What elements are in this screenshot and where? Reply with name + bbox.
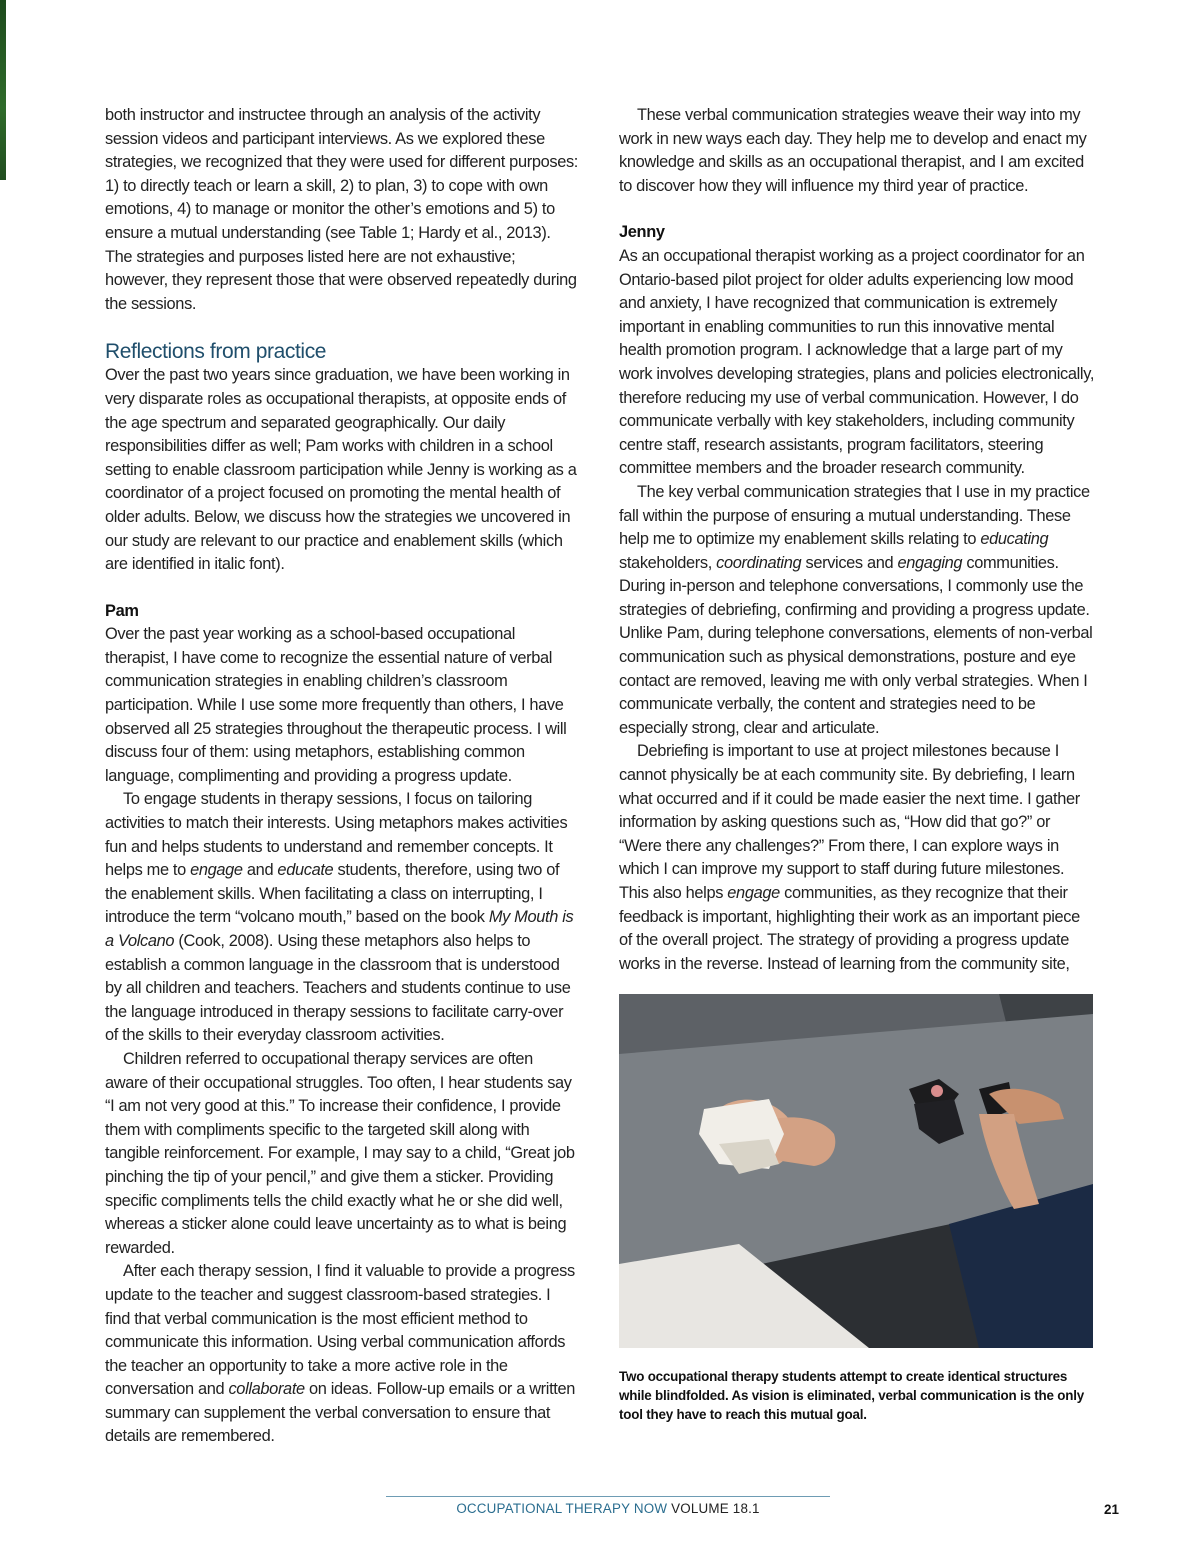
text-run: Debriefing is important to use at project milestones because I cannot physically be at each community site. By debriefing, I learn what occurred and if it could be made easier the next time. I gather information by asking questions such as, “How did that go?” or “Were there any challenges?” From there, I can explore ways in which I can improve my support to staff during future milestones. This also helps: [619, 742, 1080, 902]
text-run: on ideas. Follow-up emails or a written summary can supplement the verbal conversation to ensure that details are remembered.: [105, 1380, 576, 1446]
photo-caption: Two occupational therapy students attempt to create identical structures while blindfolded. As vision is eliminated, verbal communication is the only tool they have to reach this mutual goal.: [619, 1369, 1084, 1422]
jenny-paragraph-3: [619, 740, 1095, 976]
jenny-paragraph-2: [619, 481, 1095, 741]
text-run: and: [242, 861, 278, 880]
pam-paragraph-3: Children referred to occupational therapy services are often aware of their occupational struggles. Too often, I hear students say “I am not very good at this.” To increase their confidence, I provide them with compliments specific to the targeted skill along with tangible reinforcement. For example, I may say to a child, “Great job pinching the tip of your pencil,” and give them a sticker. Providing specific compliments tells the child exactly what he or she did well, whereas a sticker alone could leave uncertainty as to what is being rewarded.: [105, 1049, 575, 1257]
intro-paragraph: both instructor and instructee through an analysis of the activity session videos and participant interviews. As we explored these strategies, we recognized that they were used for different purposes: 1) to directly teach or learn a skill, 2) to plan, 3) to cope with own emotions, 4) to manage or monitor the other’s emotions and 5) to ensure a mutual understanding (see Table 1; Hardy et al., 2013). The strategies and purposes listed here are not exhaustive; however, they represent those that were observed repeatedly during the sessions.: [105, 106, 579, 313]
text-run: (Cook, 2008). Using these metaphors also helps to establish a common language in the classroom that is understood by all children and teachers. Teachers and students continue to use the language introduced in therapy sessions to facilitate carry-over of the skills to their everyday classroom activities.: [105, 932, 571, 1045]
italic-skill: educating: [980, 530, 1049, 549]
page-edge-bar: [0, 0, 6, 180]
pam-heading: Pam: [105, 601, 139, 620]
footer: [386, 1500, 830, 1518]
publication-name: OCCUPATIONAL THERAPY NOW: [456, 1501, 668, 1516]
jenny-heading: Jenny: [619, 223, 665, 242]
text-run: The key verbal communication strategies that I use in my practice fall within the purpose of ensuring a mutual understanding. These help me to optimize my enablement skills relating to: [619, 482, 1090, 549]
text-run: After each therapy session, I find it valuable to provide a progress update to the teacher and suggest classroom-based strategies. I find that verbal communication is the most efficient method to communicate this information. Using verbal communication affords the teacher an opportunity to take a more active role in the conversation and: [105, 1262, 575, 1399]
italic-skill: collaborate: [228, 1380, 305, 1399]
footer-rule: [386, 1496, 830, 1497]
jenny-paragraph-1: As an occupational therapist working as a project coordinator for an Ontario-based pilot project for older adults experiencing low mood and anxiety, I have recognized that communication is extremely important in enabling communities to run this innovative mental health promotion program. I acknowledge that a large part of my work involves developing strategies, plans and policies electronically, therefore reducing my use of verbal communication. However, I do communicate verbally with key stakeholders, including community centre staff, research assistants, program facilitators, steering committee members and the broader research community.: [619, 246, 1095, 478]
reflections-paragraph: Over the past two years since graduation, we have been working in very disparate roles as occupational therapists, at opposite ends of the age spectrum and separated geographically. Our daily responsibilities differ as well; Pam works with children in a school setting to enable classroom participation while Jenny is working as a coordinator of a project focused on promoting the mental health of older adults. Below, we discuss how the strategies we uncovered in our study are relevant to our practice and enablement skills (which are identified in italic font).: [105, 366, 577, 574]
activity-photo: [619, 994, 1093, 1348]
right-column: [619, 104, 1095, 976]
page-number: 21: [1104, 1502, 1119, 1517]
text-run: stakeholders,: [619, 553, 717, 572]
text-run: students, therefore, using two of the enablement skills. When facilitating a class on interrupting, I introduce the term “volcano mouth,” based on the book: [105, 861, 560, 927]
pam-paragraph-2: [105, 788, 579, 1048]
pam-paragraph-4: [105, 1260, 579, 1449]
pam-paragraph-1: Over the past year working as a school-based occupational therapist, I have come to recognize the essential nature of verbal communication strategies in enabling children’s classroom participation. While I use some more frequently than others, I have observed all 25 strategies throughout the therapeutic process. I will discuss four of them: using metaphors, establishing common language, complimenting and providing a progress update.: [105, 625, 567, 785]
text-run: communities. During in-person and telephone conversations, I commonly use the strategies of debriefing, confirming and providing a progress update. Unlike Pam, during telephone conversations, elements of non-verbal communication such as physical demonstrations, posture and eye contact are removed, leaving me with only verbal strategies. When I communicate verbally, the content and strategies need to be especially strong, clear and articulate.: [619, 553, 1093, 737]
photo-illustration: [619, 994, 1093, 1348]
italic-skill: educate: [277, 861, 334, 880]
volume-label: VOLUME 18.1: [671, 1501, 760, 1516]
text-run: services and: [801, 553, 898, 572]
italic-skill: engage: [727, 884, 780, 902]
left-column: [105, 104, 579, 1449]
book-title: My Mouth is a Volcano: [105, 908, 574, 950]
text-run: To engage students in therapy sessions, I focus on tailoring activities to match their interests. Using metaphors makes activities fun and helps students to understand and remember concepts. It helps me to: [105, 790, 568, 880]
italic-skill: coordinating: [716, 553, 802, 572]
section-heading-reflections: Reflections from practice: [105, 340, 327, 364]
italic-skill: engaging: [897, 553, 963, 572]
pam-closing-paragraph: These verbal communication strategies weave their way into my work in new ways each day. They help me to develop and enact my knowledge and skills as an occupational therapist, and I am excited to discover how they will influence my third year of practice.: [619, 106, 1087, 195]
text-run: communities, as they recognize that their feedback is important, highlighting their work as an important piece of the overall project. The strategy of providing a progress update works in the reverse. Instead of learning from the community site,: [619, 884, 1080, 973]
italic-skill: engage: [190, 861, 243, 880]
